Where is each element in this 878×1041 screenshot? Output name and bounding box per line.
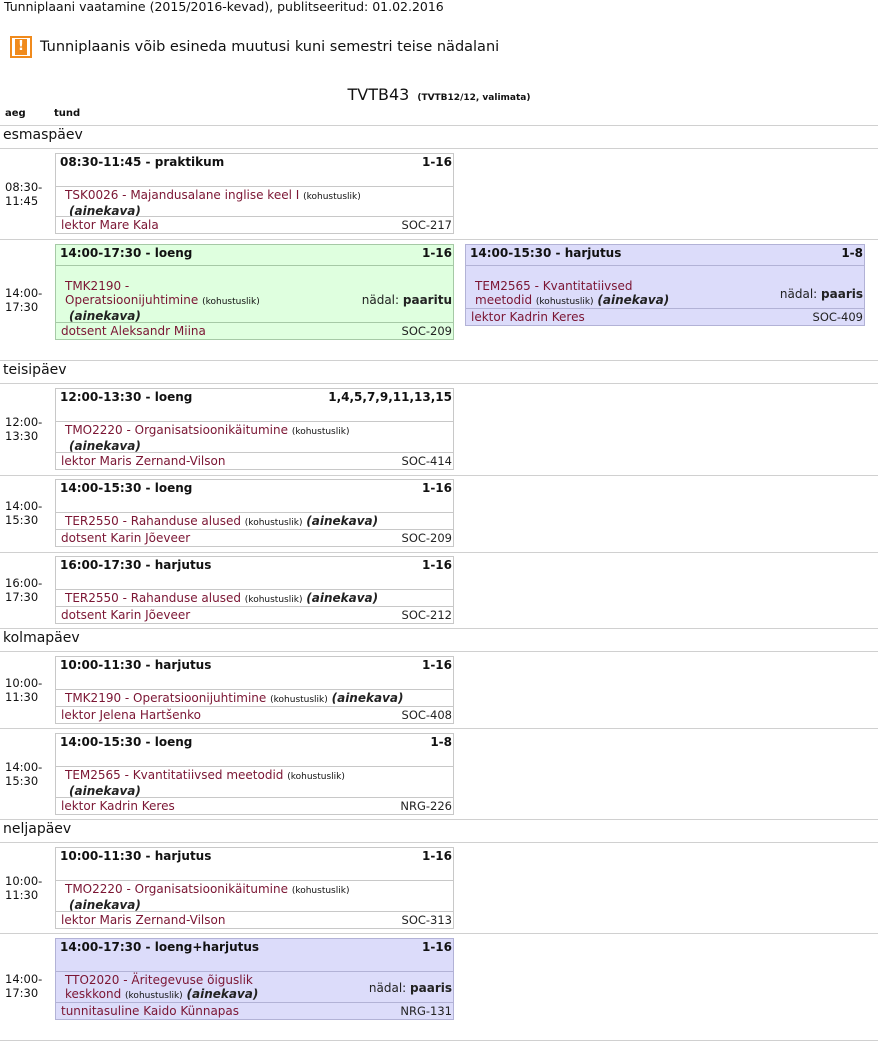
time-slot: 14:00- 17:30 <box>5 972 43 1000</box>
room-label: SOC-212 <box>401 608 452 622</box>
room-label: SOC-414 <box>401 454 452 468</box>
room-label: NRG-226 <box>400 799 452 813</box>
lesson-header: 14:00-15:30 - loeng 1-8 <box>60 735 452 749</box>
course-plan-link[interactable]: (ainekava) <box>69 204 141 218</box>
lesson-card[interactable] <box>55 556 454 624</box>
week-parity: nädal: paaris <box>779 287 863 301</box>
room-label: SOC-408 <box>401 708 452 722</box>
time-slot: 08:30- 11:45 <box>5 180 43 208</box>
teacher-link[interactable]: dotsent Aleksandr Miina <box>61 324 206 338</box>
lesson-card[interactable] <box>55 244 454 340</box>
lesson-footer <box>56 797 453 814</box>
course-plan-link[interactable]: (ainekava) <box>306 591 379 605</box>
course-plan-link[interactable]: (ainekava) <box>69 784 141 798</box>
schedule-notice <box>10 34 499 60</box>
subject-link[interactable]: meetodid <box>475 293 533 307</box>
teacher-link[interactable]: lektor Kadrin Keres <box>471 310 585 324</box>
lesson-card[interactable] <box>55 656 454 724</box>
teacher-link[interactable]: lektor Maris Zernand-Vilson <box>61 454 226 468</box>
divider <box>0 728 878 729</box>
divider <box>0 360 878 361</box>
time-slot: 10:00- 11:30 <box>5 676 43 704</box>
time-slot: 10:00- 11:30 <box>5 874 43 902</box>
page-title: Tunniplaani vaatamine (2015/2016-kevad), publitseeritud: 01.02.2016 <box>4 0 444 14</box>
lesson-header: 12:00-13:30 - loeng 1,4,5,7,9,11,13,15 <box>60 390 452 404</box>
room-label: NRG-131 <box>400 1004 452 1018</box>
course-plan-link[interactable]: (ainekava) <box>331 691 404 705</box>
lesson-body: TMK2190 - Operatsioonijuhtimine (kohustuslik) (ainekava) nädal: paaritu <box>56 265 453 323</box>
teacher-link[interactable]: dotsent Karin Jõeveer <box>61 608 191 622</box>
lesson-body: TEM2565 - Kvantitatiivsed meetodid (kohustuslik) (ainekava) nädal: paaris <box>466 265 864 309</box>
group-code: TVTB43 <box>347 85 410 104</box>
divider <box>0 933 878 934</box>
divider <box>0 383 878 384</box>
lesson-footer <box>56 529 453 546</box>
divider <box>0 819 878 820</box>
lesson-footer <box>56 706 453 723</box>
lesson-body: TMO2220 - Organisatsioonikäitumine (kohustuslik) (ainekava) <box>56 880 453 912</box>
teacher-link[interactable]: dotsent Karin Jõeveer <box>61 531 191 545</box>
group-heading <box>0 85 878 104</box>
subject-link[interactable]: TMK2190 - Operatsioonijuhtimine <box>65 691 267 705</box>
lesson-body: TEM2565 - Kvantitatiivsed meetodid (kohustuslik) (ainekava) <box>56 766 453 798</box>
lesson-body: TSK0026 - Majandusalane inglise keel I (kohustuslik) (ainekava) <box>56 186 453 217</box>
divider <box>0 239 878 240</box>
course-plan-link[interactable]: (ainekava) <box>597 293 670 307</box>
subject-link[interactable]: TMO2220 - Organisatsioonikäitumine <box>65 423 288 437</box>
lesson-card[interactable] <box>55 938 454 1020</box>
lesson-card[interactable] <box>465 244 865 326</box>
column-header-time: aeg <box>5 108 26 119</box>
lesson-body: TMO2220 - Organisatsioonikäitumine (kohustuslik) (ainekava) <box>56 421 453 453</box>
lesson-footer <box>56 452 453 469</box>
lesson-footer <box>466 308 864 325</box>
teacher-link[interactable]: lektor Kadrin Keres <box>61 799 175 813</box>
week-parity: nädal: paaritu <box>361 293 452 307</box>
day-label-esmaspaev: esmaspäev <box>3 127 83 143</box>
day-label-neljapaev: neljapäev <box>3 821 72 837</box>
time-slot: 14:00- 15:30 <box>5 499 43 527</box>
time-slot: 14:00- 15:30 <box>5 760 43 788</box>
course-plan-link[interactable]: (ainekava) <box>69 309 141 323</box>
lesson-header: 14:00-15:30 - loeng 1-16 <box>60 481 452 495</box>
group-subtitle: (TVTB12/12, valimata) <box>417 93 531 103</box>
warning-icon: ! <box>10 36 32 58</box>
room-label: SOC-209 <box>401 324 452 338</box>
divider <box>0 148 878 149</box>
lesson-footer <box>56 911 453 928</box>
course-plan-link[interactable]: (ainekava) <box>306 514 379 528</box>
week-parity: nädal: paaris <box>368 981 452 995</box>
divider <box>0 552 878 553</box>
divider <box>0 475 878 476</box>
teacher-link[interactable]: lektor Jelena Hartšenko <box>61 708 201 722</box>
lesson-body: TTO2020 - Äritegevuse õiguslik keskkond (kohustuslik) (ainekava) nädal: paaris <box>56 971 453 1003</box>
lesson-card[interactable] <box>55 479 454 547</box>
room-label: SOC-209 <box>401 531 452 545</box>
room-label: SOC-409 <box>812 310 863 324</box>
lesson-header: 16:00-17:30 - harjutus 1-16 <box>60 558 452 572</box>
course-plan-link[interactable]: (ainekava) <box>186 987 259 1001</box>
notice-text: Tunniplaanis võib esineda muutusi kuni semestri teise nädalani <box>40 39 500 55</box>
lesson-body: TER2550 - Rahanduse alused (kohustuslik) (ainekava) <box>56 589 453 607</box>
time-slot: 12:00- 13:30 <box>5 415 43 443</box>
lesson-header: 10:00-11:30 - harjutus 1-16 <box>60 658 452 672</box>
divider <box>0 842 878 843</box>
room-label: SOC-313 <box>401 913 452 927</box>
subject-link[interactable]: TMK2190 - <box>65 279 130 293</box>
time-slot: 14:00- 17:30 <box>5 286 43 314</box>
day-label-kolmapaev: kolmapäev <box>3 630 80 646</box>
day-label-teisipaev: teisipäev <box>3 362 67 378</box>
lesson-header: 14:00-17:30 - loeng+harjutus 1-16 <box>60 940 452 954</box>
divider <box>0 628 878 629</box>
subject-link[interactable]: TEM2565 - Kvantitatiivsed meetodid <box>65 768 284 782</box>
subject-link[interactable]: TER2550 - Rahanduse alused <box>65 514 241 528</box>
lesson-header: 10:00-11:30 - harjutus 1-16 <box>60 849 452 863</box>
subject-link[interactable]: keskkond <box>65 987 122 1001</box>
column-header-lesson: tund <box>54 108 81 119</box>
lesson-card[interactable] <box>55 153 454 234</box>
subject-link[interactable]: TEM2565 - Kvantitatiivsed <box>475 279 633 293</box>
course-plan-link[interactable]: (ainekava) <box>69 898 141 912</box>
lesson-footer <box>56 322 453 339</box>
lesson-footer <box>56 1002 453 1019</box>
lesson-header: 14:00-17:30 - loeng 1-16 <box>60 246 452 260</box>
subject-link[interactable]: TSK0026 - Majandusalane inglise keel I <box>65 188 300 202</box>
room-label: SOC-217 <box>401 218 452 232</box>
lesson-footer <box>56 606 453 623</box>
course-plan-link[interactable]: (ainekava) <box>69 439 141 453</box>
lesson-card[interactable] <box>55 847 454 929</box>
subject-link[interactable]: TER2550 - Rahanduse alused <box>65 591 241 605</box>
lesson-body: TMK2190 - Operatsioonijuhtimine (kohustuslik) (ainekava) <box>56 689 453 707</box>
teacher-link[interactable]: tunnitasuline Kaido Künnapas <box>61 1004 240 1018</box>
time-slot: 16:00- 17:30 <box>5 576 43 604</box>
subject-link[interactable]: Operatsioonijuhtimine <box>65 293 199 307</box>
lesson-card[interactable] <box>55 733 454 815</box>
lesson-card[interactable] <box>55 388 454 470</box>
divider <box>0 125 878 126</box>
teacher-link[interactable]: lektor Maris Zernand-Vilson <box>61 913 226 927</box>
divider <box>0 651 878 652</box>
lesson-header: 14:00-15:30 - harjutus 1-8 <box>470 246 863 260</box>
teacher-link[interactable]: lektor Mare Kala <box>61 218 159 232</box>
subject-link[interactable]: TMO2220 - Organisatsioonikäitumine <box>65 882 288 896</box>
lesson-body: TER2550 - Rahanduse alused (kohustuslik) (ainekava) <box>56 512 453 530</box>
lesson-header: 08:30-11:45 - praktikum 1-16 <box>60 155 452 169</box>
subject-link[interactable]: TTO2020 - Äritegevuse õiguslik <box>65 973 253 987</box>
lesson-footer <box>56 216 453 233</box>
